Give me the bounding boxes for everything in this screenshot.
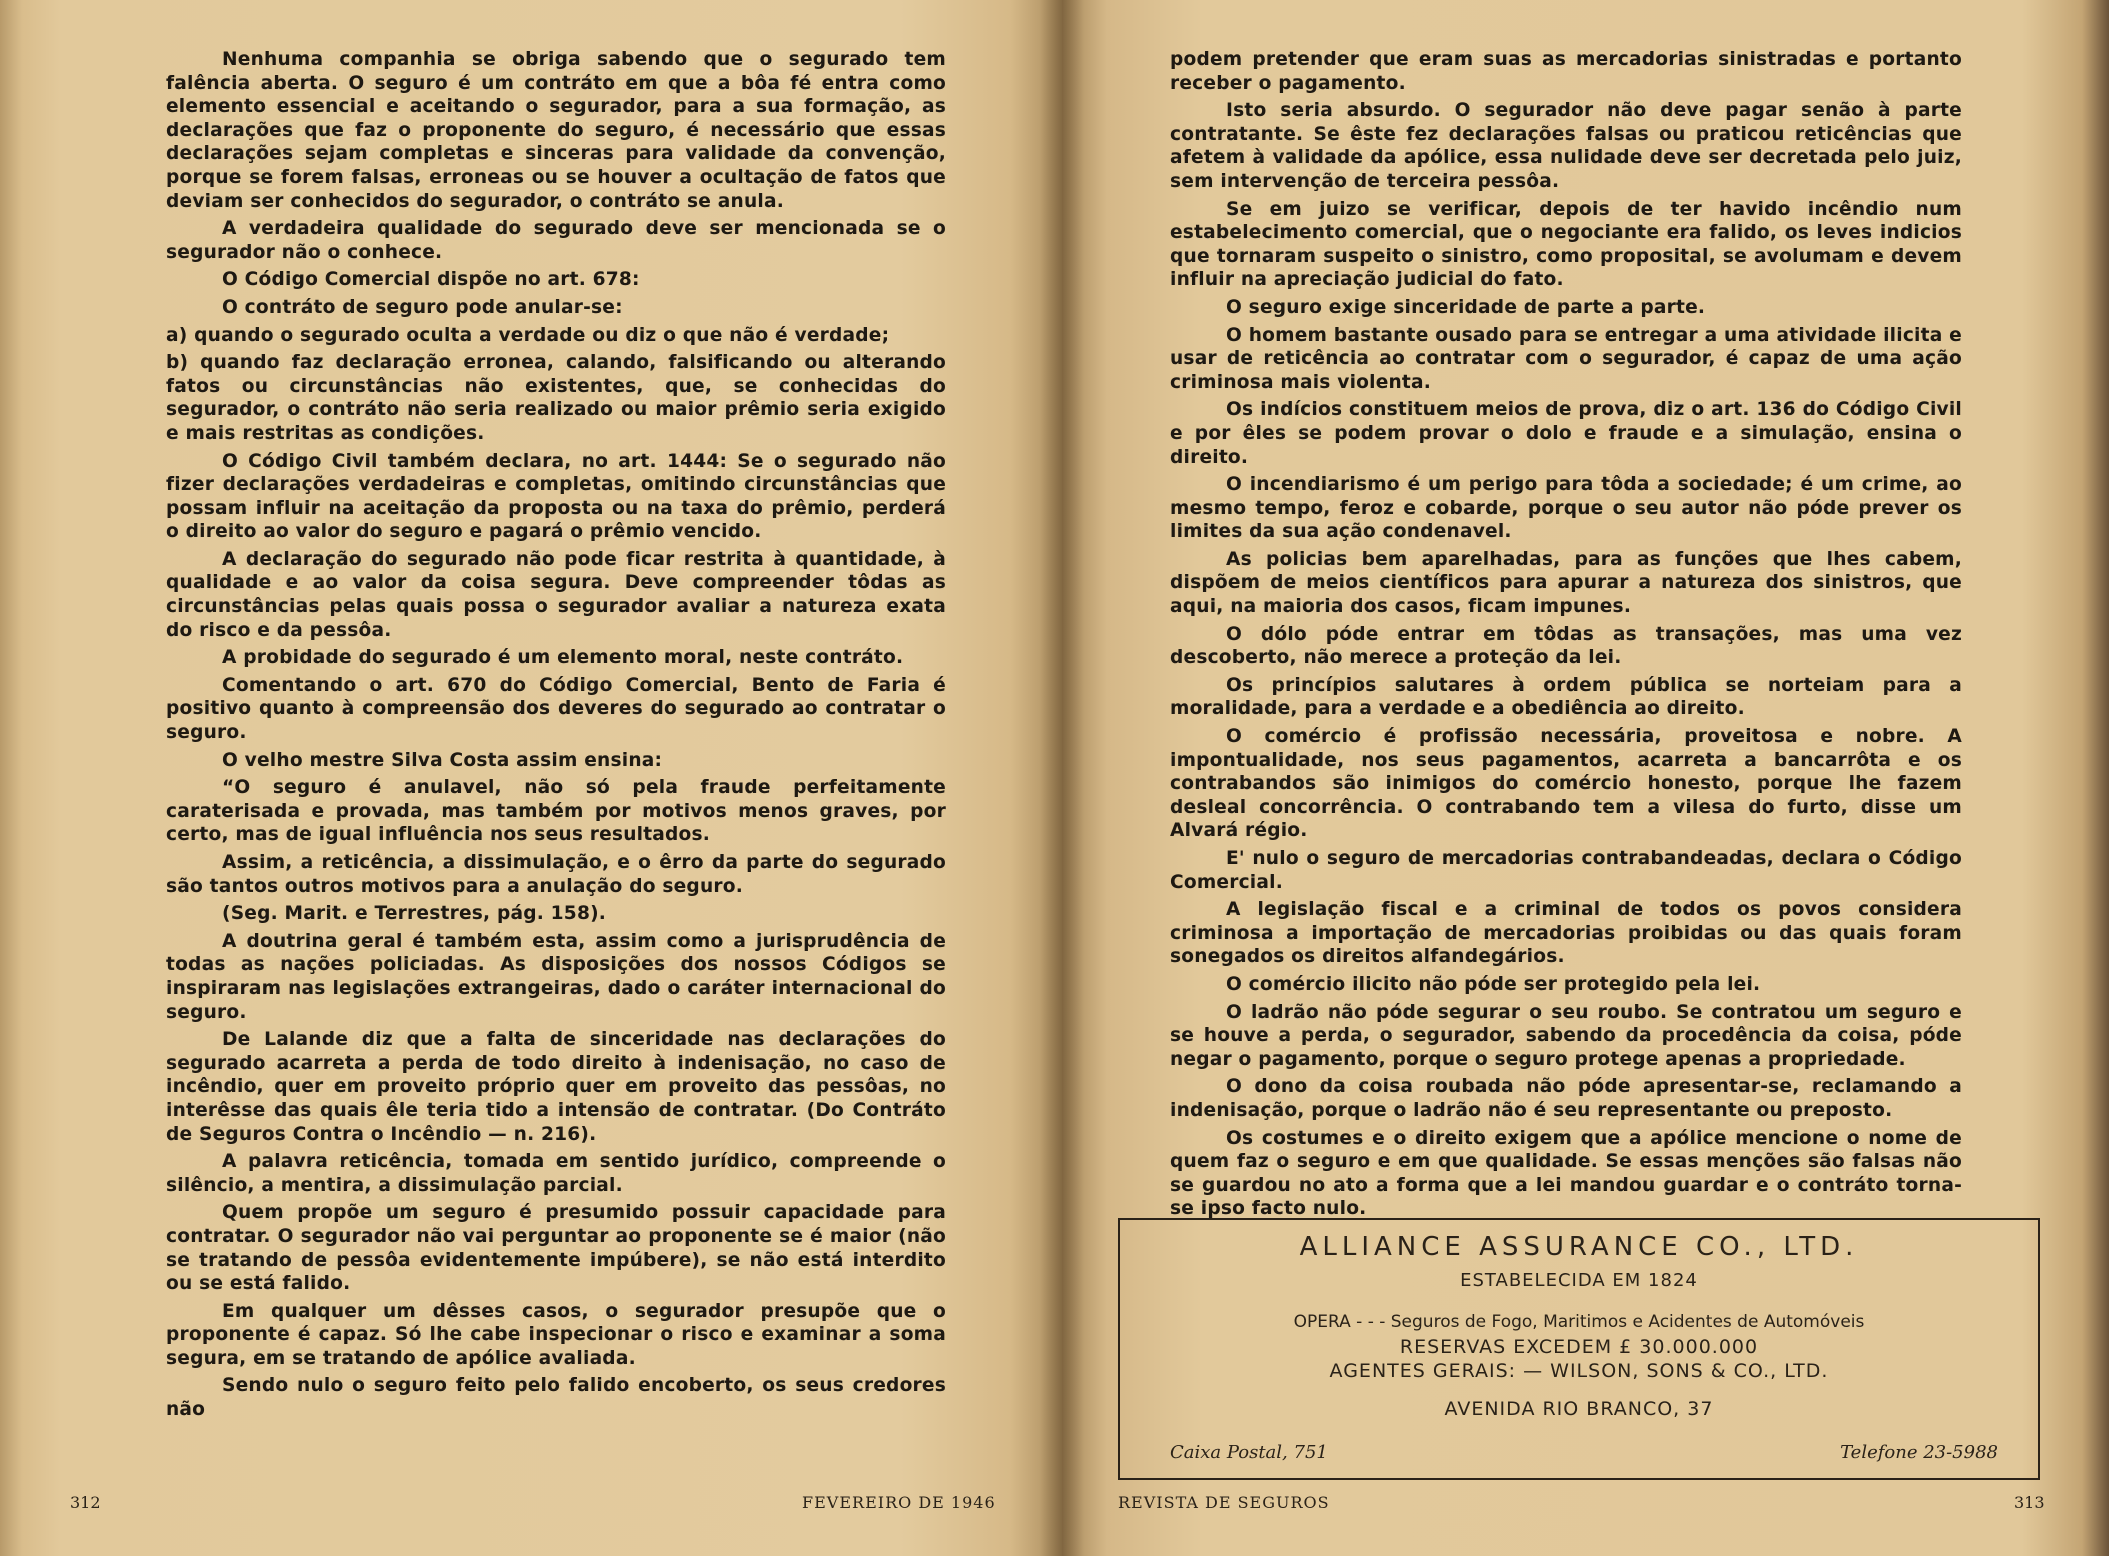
paragraph: Em qualquer um dêsses casos, o segurador presupõe que o proponente é capaz. Só lhe cabe inspecionar o risco e examinar a soma segura, em se tratando de apólice avaliada. xyxy=(166,1300,946,1369)
paragraph: Os princípios salutares à ordem pública se norteiam para a moralidade, para a verdade e a obediência ao direito. xyxy=(1170,674,1962,720)
paragraph: Se em juizo se verificar, depois de ter havido incêndio num estabelecimento comercial, que o negociante era falido, os leves indicios que tornaram suspeito o sinistro, como proposital, se avolumam e devem influir na apreciação judicial do fato. xyxy=(1170,198,1962,291)
paragraph: Os costumes e o direito exigem que a apólice mencione o nome de quem faz o seguro e em que qualidade. Se essas menções são falsas não se guardou no ato a forma que a lei mandou guardar e o contráto torna-se ipso facto nulo. xyxy=(1170,1127,1962,1220)
paragraph: E' nulo o seguro de mercadorias contrabandeadas, declara o Código Comercial. xyxy=(1170,848,1962,893)
ad-po-box: Caixa Postal, 751 xyxy=(1170,1442,1328,1463)
paragraph: As policias bem aparelhadas, para as funções que lhes cabem, dispõem de meios científicos para apurar a natureza dos sinistros, que aqui, na maioria dos casos, ficam impunes. xyxy=(1170,548,1962,618)
paragraph: Isto seria absurdo. O segurador não deve pagar senão à parte contratante. Se êste fez declarações falsas ou praticou reticências que afetem à validade da apólice, essa nulidade deve ser decretada pelo juiz, sem intervenção de terceira pessôa. xyxy=(1170,100,1962,192)
paragraph: O dono da coisa roubada não póde apresentar-se, reclamando a indenisação, porque o ladrão não é seu representante ou preposto. xyxy=(1170,1076,1962,1121)
paragraph: A verdadeira qualidade do segurado deve ser mencionada se o segurador não o conhece. xyxy=(166,218,946,263)
right-page-text xyxy=(1170,48,1962,1225)
paragraph: b) quando faz declaração erronea, calando, falsificando ou alterando fatos ou circunstâncias não existentes, que, se conhecidas do segurador, o contráto não seria realizado ou maior prêmio seria exigido e mais restritas as condições. xyxy=(166,352,946,444)
ad-company-name: ALLIANCE ASSURANCE CO., LTD. xyxy=(1299,1232,1859,1262)
right-page-number: 313 xyxy=(2014,1493,2045,1512)
left-page-footer: FEVEREIRO DE 1946 xyxy=(802,1493,996,1512)
paragraph: (Seg. Marit. e Terrestres, pág. 158). xyxy=(222,903,607,925)
paragraph: O Código Civil também declara, no art. 1444: Se o segurado não fizer declarações verdadeiras e completas, omitindo circunstâncias que possam influir na aceitação da proposta ou na taxa do prêmio, perderá o direito ao valor do seguro e pagará o prêmio vencido. xyxy=(166,450,946,543)
alliance-advertisement xyxy=(1118,1218,2040,1480)
paragraph: A probidade do segurado é um elemento moral, neste contráto. xyxy=(222,647,904,669)
paragraph: De Lalande diz que a falta de sinceridade nas declarações do segurado acarreta a perda de todo direito à indenisação, no caso de incêndio, quer em proveito próprio quer em proveito das pessôas, no interêsse das quais êle teria tido a intensão de contratar. (Do Contráto de Seguros Contra o Incêndio — n. 216). xyxy=(166,1029,946,1145)
ad-established: ESTABELECIDA EM 1824 xyxy=(1460,1270,1698,1291)
ad-reserves: RESERVAS EXCEDEM £ 30.000.000 xyxy=(1399,1336,1759,1358)
paragraph: O homem bastante ousado para se entregar a uma atividade ilicita e usar de reticência ao contratar com o segurador, é capaz de uma ação criminosa mais violenta. xyxy=(1170,324,1962,393)
paragraph: A palavra reticência, tomada em sentido jurídico, compreende o silêncio, a mentira, a dissimulação parcial. xyxy=(166,1151,946,1196)
paragraph: “O seguro é anulavel, não só pela fraude perfeitamente caraterisada e provada, mas também por motivos menos graves, por certo, mas de igual influência nos seus resultados. xyxy=(166,777,946,846)
paragraph: O incendiarismo é um perigo para tôda a sociedade; é um crime, ao mesmo tempo, feroz e cobarde, porque o seu autor não póde prever os limites da sua ação condenavel. xyxy=(1170,474,1962,543)
paragraph: A legislação fiscal e a criminal de todos os povos considera criminosa a importação de mercadorias proibidas ou das quais foram sonegados os direitos alfandegários. xyxy=(1170,899,1962,968)
paragraph: Os indícios constituem meios de prova, diz o art. 136 do Código Civil e por êles se podem provar o dolo e fraude e a simulação, ensina o direito. xyxy=(1170,399,1962,468)
paragraph: O seguro exige sinceridade de parte a parte. xyxy=(1226,296,1706,318)
paragraph: O comércio é profissão necessária, proveitosa e nobre. A impontualidade, nos seus pagamentos, acarreta a bancarrôta e os contrabandos são inimigos do comércio honesto, porque lhe fazem desleal concorrência. O contrabando tem a vilesa do furto, disse um Alvará régio. xyxy=(1170,726,1962,842)
paragraph: Comentando o art. 670 do Código Comercial, Bento de Faria é positivo quanto à compreensão dos deveres do segurado ao contratar o seguro. xyxy=(166,674,946,744)
ad-phone: Telefone 23-5988 xyxy=(1840,1442,1998,1463)
left-page-text xyxy=(166,48,946,1426)
paragraph: Nenhuma companhia se obriga sabendo que o segurado tem falência aberta. O seguro é um contráto em que a bôa fé entra como elemento essencial e aceitando o segurador, para a sua formação, as declarações que faz o proponente do seguro, é necessário que essas declarações sejam completas e sinceras para validade da convenção, porque se forem falsas, erroneas ou se houver a ocultação de fatos que deviam ser conhecidos do segurador, o contráto se anula. xyxy=(166,49,946,212)
paragraph: Sendo nulo o seguro feito pelo falido encoberto, os seus credores não xyxy=(166,1375,946,1421)
paragraph: O dólo póde entrar em tôdas as transações, mas uma vez descoberto, não merece a proteção da lei. xyxy=(1170,623,1962,669)
paragraph: O comércio ilicito não póde ser protegido pela lei. xyxy=(1226,973,1761,995)
paragraph: O ladrão não póde segurar o seu roubo. Se contratou um seguro e se houve a perda, o segurador, sabendo da procedência da coisa, póde negar o pagamento, porque o seguro protege apenas a propriedade. xyxy=(1170,1001,1962,1070)
paragraph: Assim, a reticência, a dissimulação, e o êrro da parte do segurado são tantos outros motivos para a anulação do seguro. xyxy=(166,852,946,897)
book-gutter xyxy=(1040,0,1084,1556)
ad-address: AVENIDA RIO BRANCO, 37 xyxy=(1444,1398,1714,1420)
paragraph: Quem propõe um seguro é presumido possuir capacidade para contratar. O segurador não vai perguntar ao proponente se é maior (não se tratando de pessôa evidentemente impúbere), se não está interdito ou se está falido. xyxy=(166,1202,946,1295)
paragraph: a) quando o segurado oculta a verdade ou diz o que não é verdade; xyxy=(166,324,890,346)
paragraph: podem pretender que eram suas as mercadorias sinistradas e portanto receber o pagamento. xyxy=(1170,49,1962,94)
paragraph: O contráto de seguro pode anular-se: xyxy=(222,296,623,318)
paragraph: O Código Comercial dispõe no art. 678: xyxy=(222,269,640,291)
ad-operations: OPERA - - - Seguros de Fogo, Maritimos e Acidentes de Automóveis xyxy=(1293,1312,1865,1332)
left-page-number: 312 xyxy=(70,1493,101,1512)
paragraph: O velho mestre Silva Costa assim ensina: xyxy=(222,749,663,771)
paragraph: A doutrina geral é também esta, assim como a jurisprudência de todas as nações policiadas. As disposições dos nossos Códigos se inspiraram nas legislações extrangeiras, dado o caráter internacional do seguro. xyxy=(166,930,946,1023)
paragraph: A declaração do segurado não pode ficar restrita à quantidade, à qualidade e ao valor da coisa segura. Deve compreender tôdas as circunstâncias pelas quais possa o segurador avaliar a natureza exata do risco e da pessôa. xyxy=(166,548,946,641)
right-page-footer: REVISTA DE SEGUROS xyxy=(1118,1493,1330,1512)
ad-agents: AGENTES GERAIS: — WILSON, SONS & CO., LTD. xyxy=(1329,1360,1829,1382)
